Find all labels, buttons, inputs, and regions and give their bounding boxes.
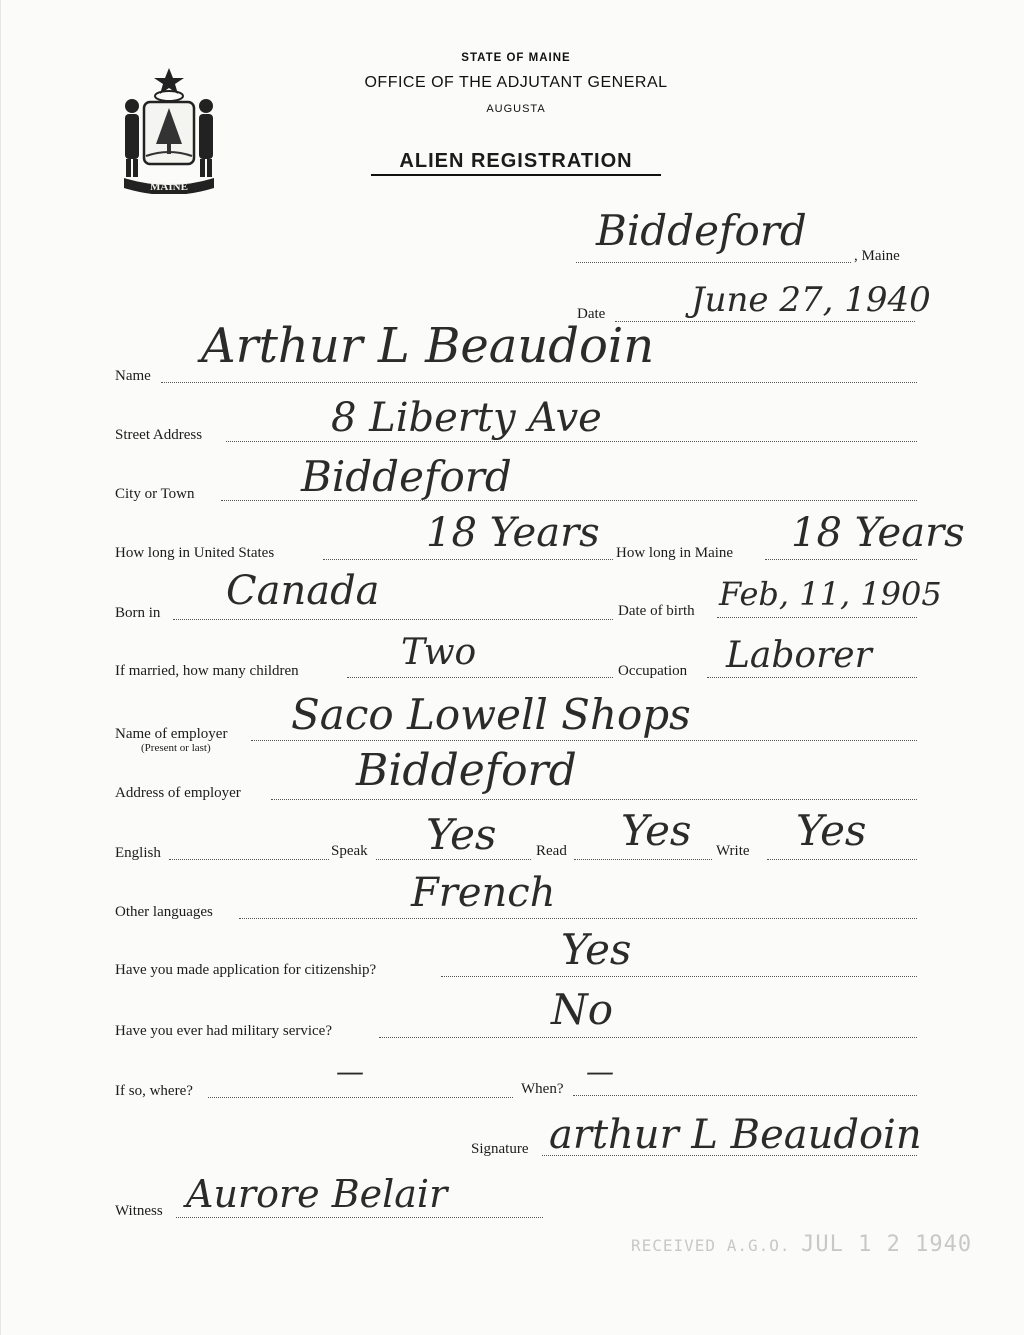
children-line (347, 677, 613, 678)
children-label: If married, how many children (115, 663, 299, 679)
born-in-label: Born in (115, 605, 161, 621)
maine-label: , Maine (854, 248, 900, 264)
write-label: Write (716, 843, 750, 859)
street-label: Street Address (115, 427, 203, 443)
city-label: City or Town (115, 486, 195, 502)
date-line (615, 321, 915, 322)
citizenship-entry: Yes (561, 925, 632, 974)
occupation-label: Occupation (618, 663, 688, 679)
where-label: If so, where? (115, 1083, 193, 1099)
employer-line (251, 740, 917, 741)
read-label: Read (536, 843, 567, 859)
write-entry: Yes (796, 806, 867, 855)
write-line (767, 859, 917, 860)
city-heading: AUGUSTA (486, 103, 546, 115)
how-long-maine-label: How long in Maine (616, 545, 734, 561)
read-line (574, 859, 712, 860)
where-line (208, 1097, 513, 1098)
employer-entry: Saco Lowell Shops (291, 690, 691, 739)
speak-label: Speak (331, 843, 368, 859)
english-label: English (115, 845, 161, 861)
employer-address-label: Address of employer (115, 785, 241, 801)
how-long-maine-line (765, 559, 917, 560)
state-seal-icon (114, 66, 224, 194)
where-entry: — (336, 1055, 364, 1088)
when-line (573, 1095, 917, 1096)
citizenship-label: Have you made application for citizenship? (115, 962, 377, 978)
name-label: Name (115, 368, 151, 384)
street-entry: 8 Liberty Ave (331, 395, 602, 441)
dob-line (717, 617, 917, 618)
name-entry: Arthur L Beaudoin (201, 318, 655, 374)
english-line (169, 859, 329, 860)
how-long-us-line (323, 559, 613, 560)
speak-entry: Yes (426, 810, 497, 859)
born-in-line (173, 619, 613, 620)
employer-address-entry: Biddeford (356, 745, 577, 796)
form-title: ALIEN REGISTRATION (371, 150, 661, 176)
occupation-entry: Laborer (726, 635, 872, 676)
stamp-text: RECEIVED A.G.O. (631, 1236, 791, 1255)
office-heading: OFFICE OF THE ADJUTANT GENERAL (364, 74, 668, 91)
citizenship-line (441, 976, 917, 977)
speak-line (376, 859, 531, 860)
when-label: When? (521, 1081, 564, 1097)
city-entry: Biddeford (301, 452, 512, 501)
read-entry: Yes (621, 806, 692, 855)
street-line (226, 441, 917, 442)
stamp-date: JUL 1 2 1940 (801, 1232, 973, 1257)
witness-line (176, 1217, 543, 1218)
military-entry: No (551, 985, 614, 1034)
occupation-line (707, 677, 917, 678)
place-entry: Biddeford (596, 206, 807, 255)
other-languages-entry: French (411, 870, 556, 916)
other-languages-label: Other languages (115, 904, 213, 920)
employer-address-line (271, 799, 917, 800)
other-languages-line (239, 918, 917, 919)
how-long-us-entry: 18 Years (426, 510, 600, 556)
how-long-maine-entry: 18 Years (791, 510, 965, 556)
signature-label: Signature (471, 1141, 529, 1157)
dob-entry: Feb, 11, 1905 (719, 575, 942, 613)
employer-label: Name of employer (115, 726, 228, 742)
place-line (576, 262, 851, 263)
date-label: Date (577, 306, 606, 322)
seal-text: MAINE (150, 181, 188, 193)
born-in-entry: Canada (226, 568, 380, 614)
children-entry: Two (401, 632, 477, 673)
received-stamp (631, 1232, 972, 1257)
name-line (161, 382, 917, 383)
military-line (379, 1037, 917, 1038)
employer-note: (Present or last) (141, 742, 211, 754)
date-entry: June 27, 1940 (691, 280, 931, 320)
witness-entry: Aurore Belair (186, 1172, 448, 1216)
state-heading: STATE OF MAINE (461, 52, 571, 64)
witness-label: Witness (115, 1203, 163, 1219)
how-long-us-label: How long in United States (115, 545, 275, 561)
military-label: Have you ever had military service? (115, 1023, 332, 1039)
signature-entry: arthur L Beaudoin (549, 1112, 922, 1158)
when-entry: — (586, 1055, 614, 1088)
dob-label: Date of birth (618, 603, 695, 619)
